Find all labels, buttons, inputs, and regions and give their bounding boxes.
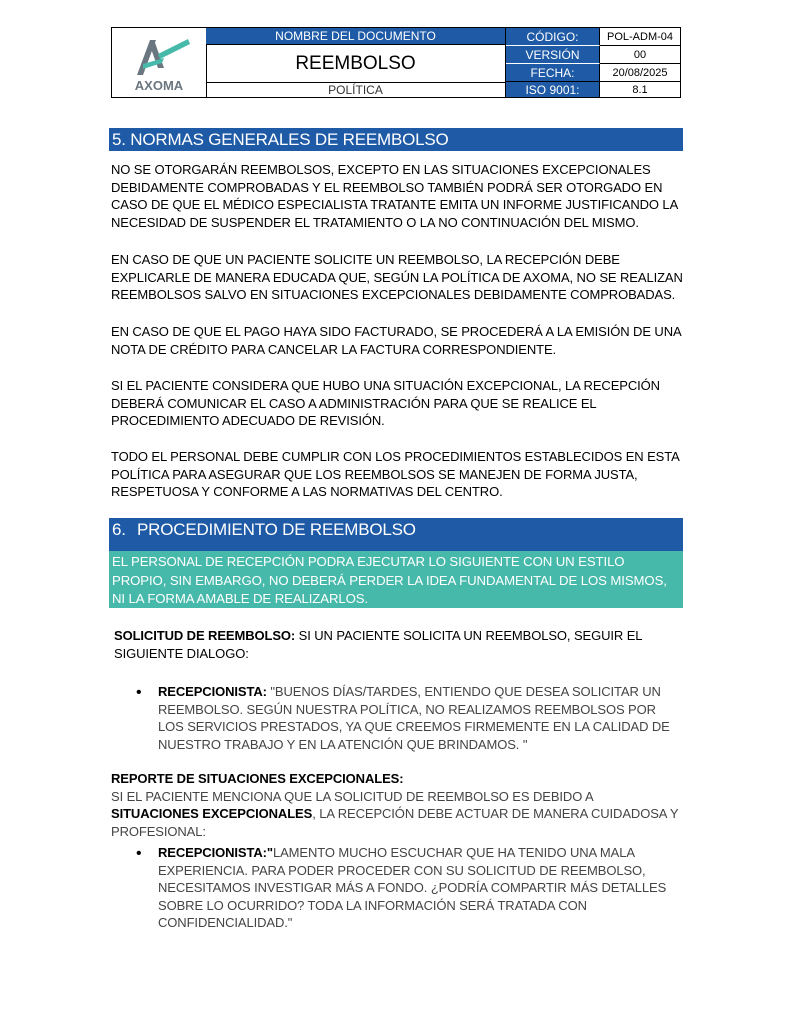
section-5-header: [109, 128, 683, 151]
doc-type: POLÍTICA: [206, 82, 506, 97]
axoma-logo-icon: [112, 28, 206, 97]
doc-title: REEMBOLSO: [206, 44, 506, 82]
code-value: POL-ADM-04: [606, 30, 674, 43]
dialog-1-text: "BUENOS DÍAS/TARDES, ENTIENDO QUE DESEA SOLICITAR UN REEMBOLSO. SEGÚN NUESTRA POLÍTICA, NO REALIZAMOS REEMBOLSOS POR LOS SERVICIOS PRESTADOS, YA QUE CREEMOS FIRMEMENTE EN LA CALIDAD DE NUESTRO TRABAJO Y EN LA ATENCIÓN QUE BRINDAMOS. ": [158, 684, 670, 752]
report-text: [111, 788, 683, 841]
report-text-bold: SITUACIONES EXCEPCIONALES: [111, 806, 313, 821]
report-text-b: , LA RECEPCIÓN DEBE ACTUAR DE MANERA CUIDADOSA Y PROFESIONAL:: [111, 806, 679, 839]
dialog-2-text: LAMENTO MUCHO ESCUCHAR QUE HA TENIDO UNA MALA EXPERIENCIA. PARA PODER PROCEDER CON SU SOLICITUD DE REEMBOLSO, NECESITAMOS INVESTIGAR MÁS A FONDO. ¿PODRÍA COMPARTIR MÁS DETALLES SOBRE LO OCURRIDO? TODA LA INFORMACIÓN SERÁ TRATADA CON CONFIDENCIALIDAD.": [158, 845, 667, 930]
section-6-note: EL PERSONAL DE RECEPCIÓN PODRA EJECUTAR LO SIGUIENTE CON UN ESTILO PROPIO, SIN EMBARGO, NO DEBERÁ PERDER LA IDEA FUNDAMENTAL DE LOS MISMOS, NI LA FORMA AMABLE DE REALIZARLOS.: [109, 551, 683, 608]
report-text-a: SI EL PACIENTE MENCIONA QUE LA SOLICITUD DE REEMBOLSO ES DEBIDO A: [111, 788, 593, 804]
svg-text:AXOMA: AXOMA: [134, 78, 184, 93]
section-5-title: 5. NORMAS GENERALES DE REEMBOLSO: [112, 130, 449, 149]
version-value: 00: [600, 45, 680, 63]
section-6-number: 6.: [112, 520, 126, 539]
date-value: 20/08/2025: [600, 63, 680, 81]
dialog-2-speaker: RECEPCIONISTA:": [158, 845, 273, 860]
dialog-2: [158, 844, 683, 932]
section-5-paragraph-2: EN CASO DE QUE UN PACIENTE SOLICITE UN REEMBOLSO, LA RECEPCIÓN DEBE EXPLICARLE DE MANERA EDUCADA QUE, SEGÚN LA POLÍTICA DE AXOMA, NO SE REALIZAN REEMBOLSOS SALVO EN SITUACIONES EXCEPCIONALES DEBIDAMENTE COMPROBADAS.: [111, 252, 683, 302]
section-5-paragraph-1: NO SE OTORGARÁN REEMBOLSOS, EXCEPTO EN LAS SITUACIONES EXCEPCIONALES DEBIDAMENTE COMPROBADAS Y EL REEMBOLSO TAMBIÉN PODRÁ SER OTORGADO EN CASO DE QUE EL MÉDICO ESPECIALISTA TRATANTE EMITA UN INFORME JUSTIFICANDO LA NECESIDAD DE SUSPENDER EL TRATAMIENTO O LA NO CONTINUACIÓN DEL MISMO.: [111, 162, 678, 230]
report-block: [111, 770, 683, 840]
section-5-paragraph-3: EN CASO DE QUE EL PAGO HAYA SIDO FACTURADO, SE PROCEDERÁ A LA EMISIÓN DE UNA NOTA DE CRÉDITO PARA CANCELAR LA FACTURA CORRESPONDIENTE.: [111, 324, 681, 357]
bullet-icon: •: [136, 684, 142, 701]
dialog-1: [158, 683, 683, 753]
section-5-paragraph-4: SI EL PACIENTE CONSIDERA QUE HUBO UNA SITUACIÓN EXCEPCIONAL, LA RECEPCIÓN DEBERÁ COMUNICAR EL CASO A ADMINISTRACIÓN PARA QUE SE REALICE EL PROCEDIMIENTO ADECUADO DE REVISIÓN.: [111, 378, 660, 428]
iso-value: 8.1: [600, 81, 680, 97]
report-heading: REPORTE DE SITUACIONES EXCEPCIONALES:: [111, 771, 404, 786]
logo: [112, 28, 207, 97]
bullet-icon: •: [136, 845, 142, 862]
refund-request-paragraph: [114, 627, 680, 662]
dialog-1-speaker: RECEPCIONISTA:: [158, 684, 267, 699]
code-label: CÓDIGO:: [506, 28, 600, 45]
document-header: [111, 27, 681, 98]
iso-label: ISO 9001:: [506, 81, 600, 97]
section-6-title: PROCEDIMIENTO DE REEMBOLSO: [137, 520, 416, 539]
refund-request-text: SI UN PACIENTE SOLICITA UN REEMBOLSO, SEGUIR EL SIGUIENTE DIALOGO:: [114, 628, 642, 661]
section-6-header: [109, 518, 683, 551]
date-label: FECHA:: [506, 63, 600, 81]
doc-name-label: NOMBRE DEL DOCUMENTO: [206, 28, 506, 44]
section-5-paragraph-5: TODO EL PERSONAL DEBE CUMPLIR CON LOS PROCEDIMIENTOS ESTABLECIDOS EN ESTA POLÍTICA PARA ASEGURAR QUE LOS REEMBOLSOS SE MANEJEN DE FORMA JUSTA, RESPETUOSA Y CONFORME A LAS NORMATIVAS DEL CENTRO.: [111, 449, 679, 499]
refund-request-label: SOLICITUD DE REEMBOLSO:: [114, 628, 296, 643]
version-label: VERSIÓN: [506, 45, 600, 63]
